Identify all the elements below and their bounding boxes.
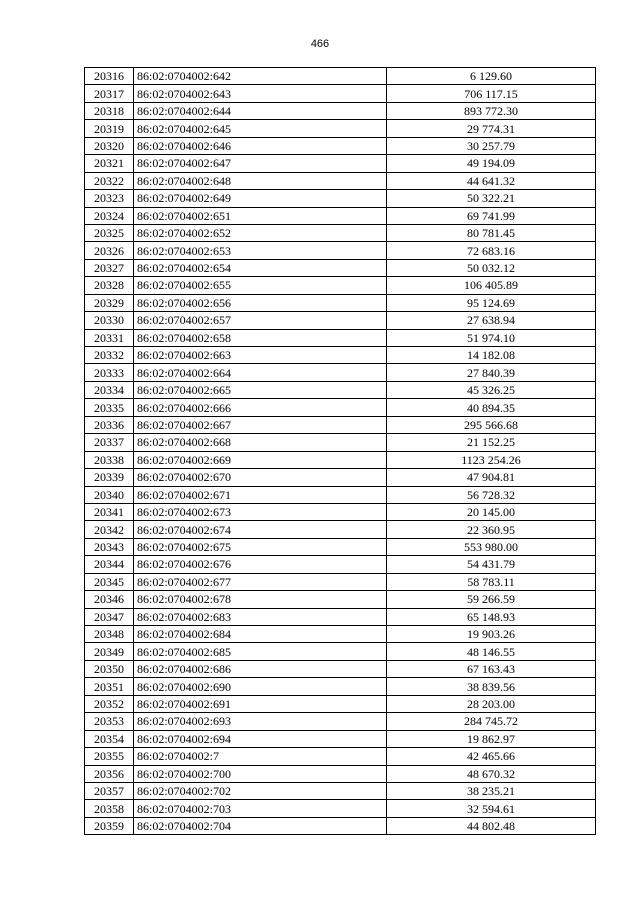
table-row — [85, 678, 596, 695]
table-row — [85, 102, 596, 119]
row-number-cell: 20356 — [85, 765, 134, 782]
cadastral-number-cell: 86:02:0704002:644 — [134, 102, 387, 119]
cadastral-value-cell: 72 683.16 — [387, 242, 596, 259]
cadastral-value-cell: 19 862.97 — [387, 730, 596, 747]
row-number-cell: 20318 — [85, 102, 134, 119]
cadastral-value-cell: 14 182.08 — [387, 347, 596, 364]
cadastral-number-cell: 86:02:0704002:678 — [134, 591, 387, 608]
row-number-cell: 20324 — [85, 207, 134, 224]
table-row — [85, 294, 596, 311]
table-row — [85, 224, 596, 241]
row-number-cell: 20329 — [85, 294, 134, 311]
cadastral-value-cell: 27 840.39 — [387, 364, 596, 381]
table-row — [85, 68, 596, 85]
cadastral-number-cell: 86:02:0704002:658 — [134, 329, 387, 346]
cadastral-number-cell: 86:02:0704002:669 — [134, 451, 387, 468]
table-row — [85, 277, 596, 294]
cadastral-number-cell: 86:02:0704002:684 — [134, 626, 387, 643]
cadastral-number-cell: 86:02:0704002:690 — [134, 678, 387, 695]
table-row — [85, 381, 596, 398]
row-number-cell: 20348 — [85, 626, 134, 643]
cadastral-value-cell: 30 257.79 — [387, 137, 596, 154]
cadastral-value-cell: 106 405.89 — [387, 277, 596, 294]
cadastral-value-cell: 44 802.48 — [387, 817, 596, 834]
cadastral-value-cell: 20 145.00 — [387, 503, 596, 520]
table-row — [85, 800, 596, 817]
cadastral-value-cell: 38 839.56 — [387, 678, 596, 695]
row-number-cell: 20333 — [85, 364, 134, 381]
cadastral-number-cell: 86:02:0704002:664 — [134, 364, 387, 381]
cadastral-value-cell: 28 203.00 — [387, 695, 596, 712]
cadastral-number-cell: 86:02:0704002:704 — [134, 817, 387, 834]
cadastral-value-cell: 27 638.94 — [387, 312, 596, 329]
cadastral-value-cell: 45 326.25 — [387, 381, 596, 398]
row-number-cell: 20359 — [85, 817, 134, 834]
row-number-cell: 20331 — [85, 329, 134, 346]
table-body — [85, 68, 596, 835]
table-row — [85, 538, 596, 555]
table-row — [85, 626, 596, 643]
cadastral-value-cell: 49 194.09 — [387, 155, 596, 172]
row-number-cell: 20326 — [85, 242, 134, 259]
row-number-cell: 20341 — [85, 503, 134, 520]
cadastral-number-cell: 86:02:0704002:703 — [134, 800, 387, 817]
row-number-cell: 20355 — [85, 748, 134, 765]
table-row — [85, 329, 596, 346]
table-row — [85, 312, 596, 329]
cadastral-number-cell: 86:02:0704002:646 — [134, 137, 387, 154]
cadastral-value-cell: 893 772.30 — [387, 102, 596, 119]
table-row — [85, 591, 596, 608]
table-row — [85, 521, 596, 538]
cadastral-number-cell: 86:02:0704002:702 — [134, 782, 387, 799]
cadastral-number-cell: 86:02:0704002:654 — [134, 259, 387, 276]
table-row — [85, 573, 596, 590]
cadastral-number-cell: 86:02:0704002:666 — [134, 399, 387, 416]
cadastral-number-cell: 86:02:0704002:643 — [134, 85, 387, 102]
table-row — [85, 172, 596, 189]
cadastral-number-cell: 86:02:0704002:651 — [134, 207, 387, 224]
row-number-cell: 20335 — [85, 399, 134, 416]
cadastral-number-cell: 86:02:0704002:649 — [134, 190, 387, 207]
row-number-cell: 20350 — [85, 660, 134, 677]
cadastral-value-cell: 56 728.32 — [387, 486, 596, 503]
page-number: 466 — [310, 38, 330, 50]
row-number-cell: 20336 — [85, 416, 134, 433]
row-number-cell: 20327 — [85, 259, 134, 276]
cadastral-value-cell: 1123 254.26 — [387, 451, 596, 468]
table-row — [85, 416, 596, 433]
table-row — [85, 434, 596, 451]
row-number-cell: 20316 — [85, 68, 134, 85]
row-number-cell: 20354 — [85, 730, 134, 747]
row-number-cell: 20351 — [85, 678, 134, 695]
cadastral-number-cell: 86:02:0704002:648 — [134, 172, 387, 189]
cadastral-value-cell: 48 146.55 — [387, 643, 596, 660]
row-number-cell: 20334 — [85, 381, 134, 398]
cadastral-number-cell: 86:02:0704002:667 — [134, 416, 387, 433]
table-row — [85, 364, 596, 381]
table-row — [85, 399, 596, 416]
cadastral-number-cell: 86:02:0704002:673 — [134, 503, 387, 520]
cadastral-number-cell: 86:02:0704002:645 — [134, 120, 387, 137]
cadastral-number-cell: 86:02:0704002:677 — [134, 573, 387, 590]
row-number-cell: 20342 — [85, 521, 134, 538]
row-number-cell: 20317 — [85, 85, 134, 102]
cadastral-number-cell: 86:02:0704002:700 — [134, 765, 387, 782]
cadastral-value-cell: 295 566.68 — [387, 416, 596, 433]
cadastral-value-cell: 38 235.21 — [387, 782, 596, 799]
row-number-cell: 20338 — [85, 451, 134, 468]
cadastral-value-cell: 47 904.81 — [387, 469, 596, 486]
cadastral-number-cell: 86:02:0704002:657 — [134, 312, 387, 329]
cadastral-value-cell: 32 594.61 — [387, 800, 596, 817]
cadastral-value-cell: 553 980.00 — [387, 538, 596, 555]
row-number-cell: 20349 — [85, 643, 134, 660]
table-row — [85, 259, 596, 276]
table-row — [85, 207, 596, 224]
cadastral-number-cell: 86:02:0704002:655 — [134, 277, 387, 294]
row-number-cell: 20357 — [85, 782, 134, 799]
row-number-cell: 20337 — [85, 434, 134, 451]
row-number-cell: 20344 — [85, 556, 134, 573]
cadastral-number-cell: 86:02:0704002:665 — [134, 381, 387, 398]
row-number-cell: 20339 — [85, 469, 134, 486]
row-number-cell: 20319 — [85, 120, 134, 137]
row-number-cell: 20325 — [85, 224, 134, 241]
cadastral-number-cell: 86:02:0704002:693 — [134, 713, 387, 730]
row-number-cell: 20347 — [85, 608, 134, 625]
cadastral-number-cell: 86:02:0704002:674 — [134, 521, 387, 538]
row-number-cell: 20328 — [85, 277, 134, 294]
row-number-cell: 20343 — [85, 538, 134, 555]
row-number-cell: 20332 — [85, 347, 134, 364]
cadastral-number-cell: 86:02:0704002:685 — [134, 643, 387, 660]
cadastral-number-cell: 86:02:0704002:675 — [134, 538, 387, 555]
cadastral-value-table — [84, 67, 596, 835]
cadastral-number-cell: 86:02:0704002:671 — [134, 486, 387, 503]
cadastral-value-cell: 706 117.15 — [387, 85, 596, 102]
cadastral-number-cell: 86:02:0704002:656 — [134, 294, 387, 311]
table-row — [85, 748, 596, 765]
row-number-cell: 20352 — [85, 695, 134, 712]
cadastral-number-cell: 86:02:0704002:691 — [134, 695, 387, 712]
cadastral-number-cell: 86:02:0704002:7 — [134, 748, 387, 765]
cadastral-number-cell: 86:02:0704002:683 — [134, 608, 387, 625]
cadastral-number-cell: 86:02:0704002:668 — [134, 434, 387, 451]
table-row — [85, 137, 596, 154]
cadastral-value-cell: 29 774.31 — [387, 120, 596, 137]
cadastral-number-cell: 86:02:0704002:642 — [134, 68, 387, 85]
table-row — [85, 242, 596, 259]
cadastral-value-cell: 67 163.43 — [387, 660, 596, 677]
cadastral-value-cell: 58 783.11 — [387, 573, 596, 590]
table-row — [85, 190, 596, 207]
table-row — [85, 660, 596, 677]
cadastral-number-cell: 86:02:0704002:663 — [134, 347, 387, 364]
row-number-cell: 20321 — [85, 155, 134, 172]
cadastral-value-cell: 19 903.26 — [387, 626, 596, 643]
cadastral-value-cell: 69 741.99 — [387, 207, 596, 224]
table-row — [85, 695, 596, 712]
row-number-cell: 20346 — [85, 591, 134, 608]
row-number-cell: 20320 — [85, 137, 134, 154]
cadastral-value-cell: 42 465.66 — [387, 748, 596, 765]
table-row — [85, 817, 596, 834]
cadastral-value-cell: 59 266.59 — [387, 591, 596, 608]
table-row — [85, 782, 596, 799]
cadastral-value-cell: 48 670.32 — [387, 765, 596, 782]
table-row — [85, 643, 596, 660]
table-row — [85, 469, 596, 486]
cadastral-number-cell: 86:02:0704002:652 — [134, 224, 387, 241]
table-row — [85, 765, 596, 782]
row-number-cell: 20353 — [85, 713, 134, 730]
cadastral-value-cell: 22 360.95 — [387, 521, 596, 538]
row-number-cell: 20340 — [85, 486, 134, 503]
cadastral-number-cell: 86:02:0704002:694 — [134, 730, 387, 747]
table-row — [85, 85, 596, 102]
cadastral-value-cell: 51 974.10 — [387, 329, 596, 346]
cadastral-value-cell: 80 781.45 — [387, 224, 596, 241]
cadastral-value-cell: 284 745.72 — [387, 713, 596, 730]
cadastral-value-cell: 6 129.60 — [387, 68, 596, 85]
table-row — [85, 608, 596, 625]
table-row — [85, 120, 596, 137]
cadastral-number-cell: 86:02:0704002:647 — [134, 155, 387, 172]
cadastral-value-cell: 50 322.21 — [387, 190, 596, 207]
cadastral-value-cell: 21 152.25 — [387, 434, 596, 451]
row-number-cell: 20323 — [85, 190, 134, 207]
table-row — [85, 730, 596, 747]
row-number-cell: 20345 — [85, 573, 134, 590]
row-number-cell: 20322 — [85, 172, 134, 189]
row-number-cell: 20330 — [85, 312, 134, 329]
cadastral-value-cell: 95 124.69 — [387, 294, 596, 311]
cadastral-number-cell: 86:02:0704002:676 — [134, 556, 387, 573]
table-row — [85, 451, 596, 468]
cadastral-number-cell: 86:02:0704002:670 — [134, 469, 387, 486]
row-number-cell: 20358 — [85, 800, 134, 817]
cadastral-value-cell: 65 148.93 — [387, 608, 596, 625]
cadastral-value-cell: 40 894.35 — [387, 399, 596, 416]
cadastral-value-cell: 44 641.32 — [387, 172, 596, 189]
cadastral-number-cell: 86:02:0704002:686 — [134, 660, 387, 677]
table-row — [85, 486, 596, 503]
table-row — [85, 503, 596, 520]
cadastral-value-cell: 54 431.79 — [387, 556, 596, 573]
cadastral-number-cell: 86:02:0704002:653 — [134, 242, 387, 259]
table-row — [85, 556, 596, 573]
table-row — [85, 155, 596, 172]
table-row — [85, 347, 596, 364]
cadastral-value-cell: 50 032.12 — [387, 259, 596, 276]
table-row — [85, 713, 596, 730]
